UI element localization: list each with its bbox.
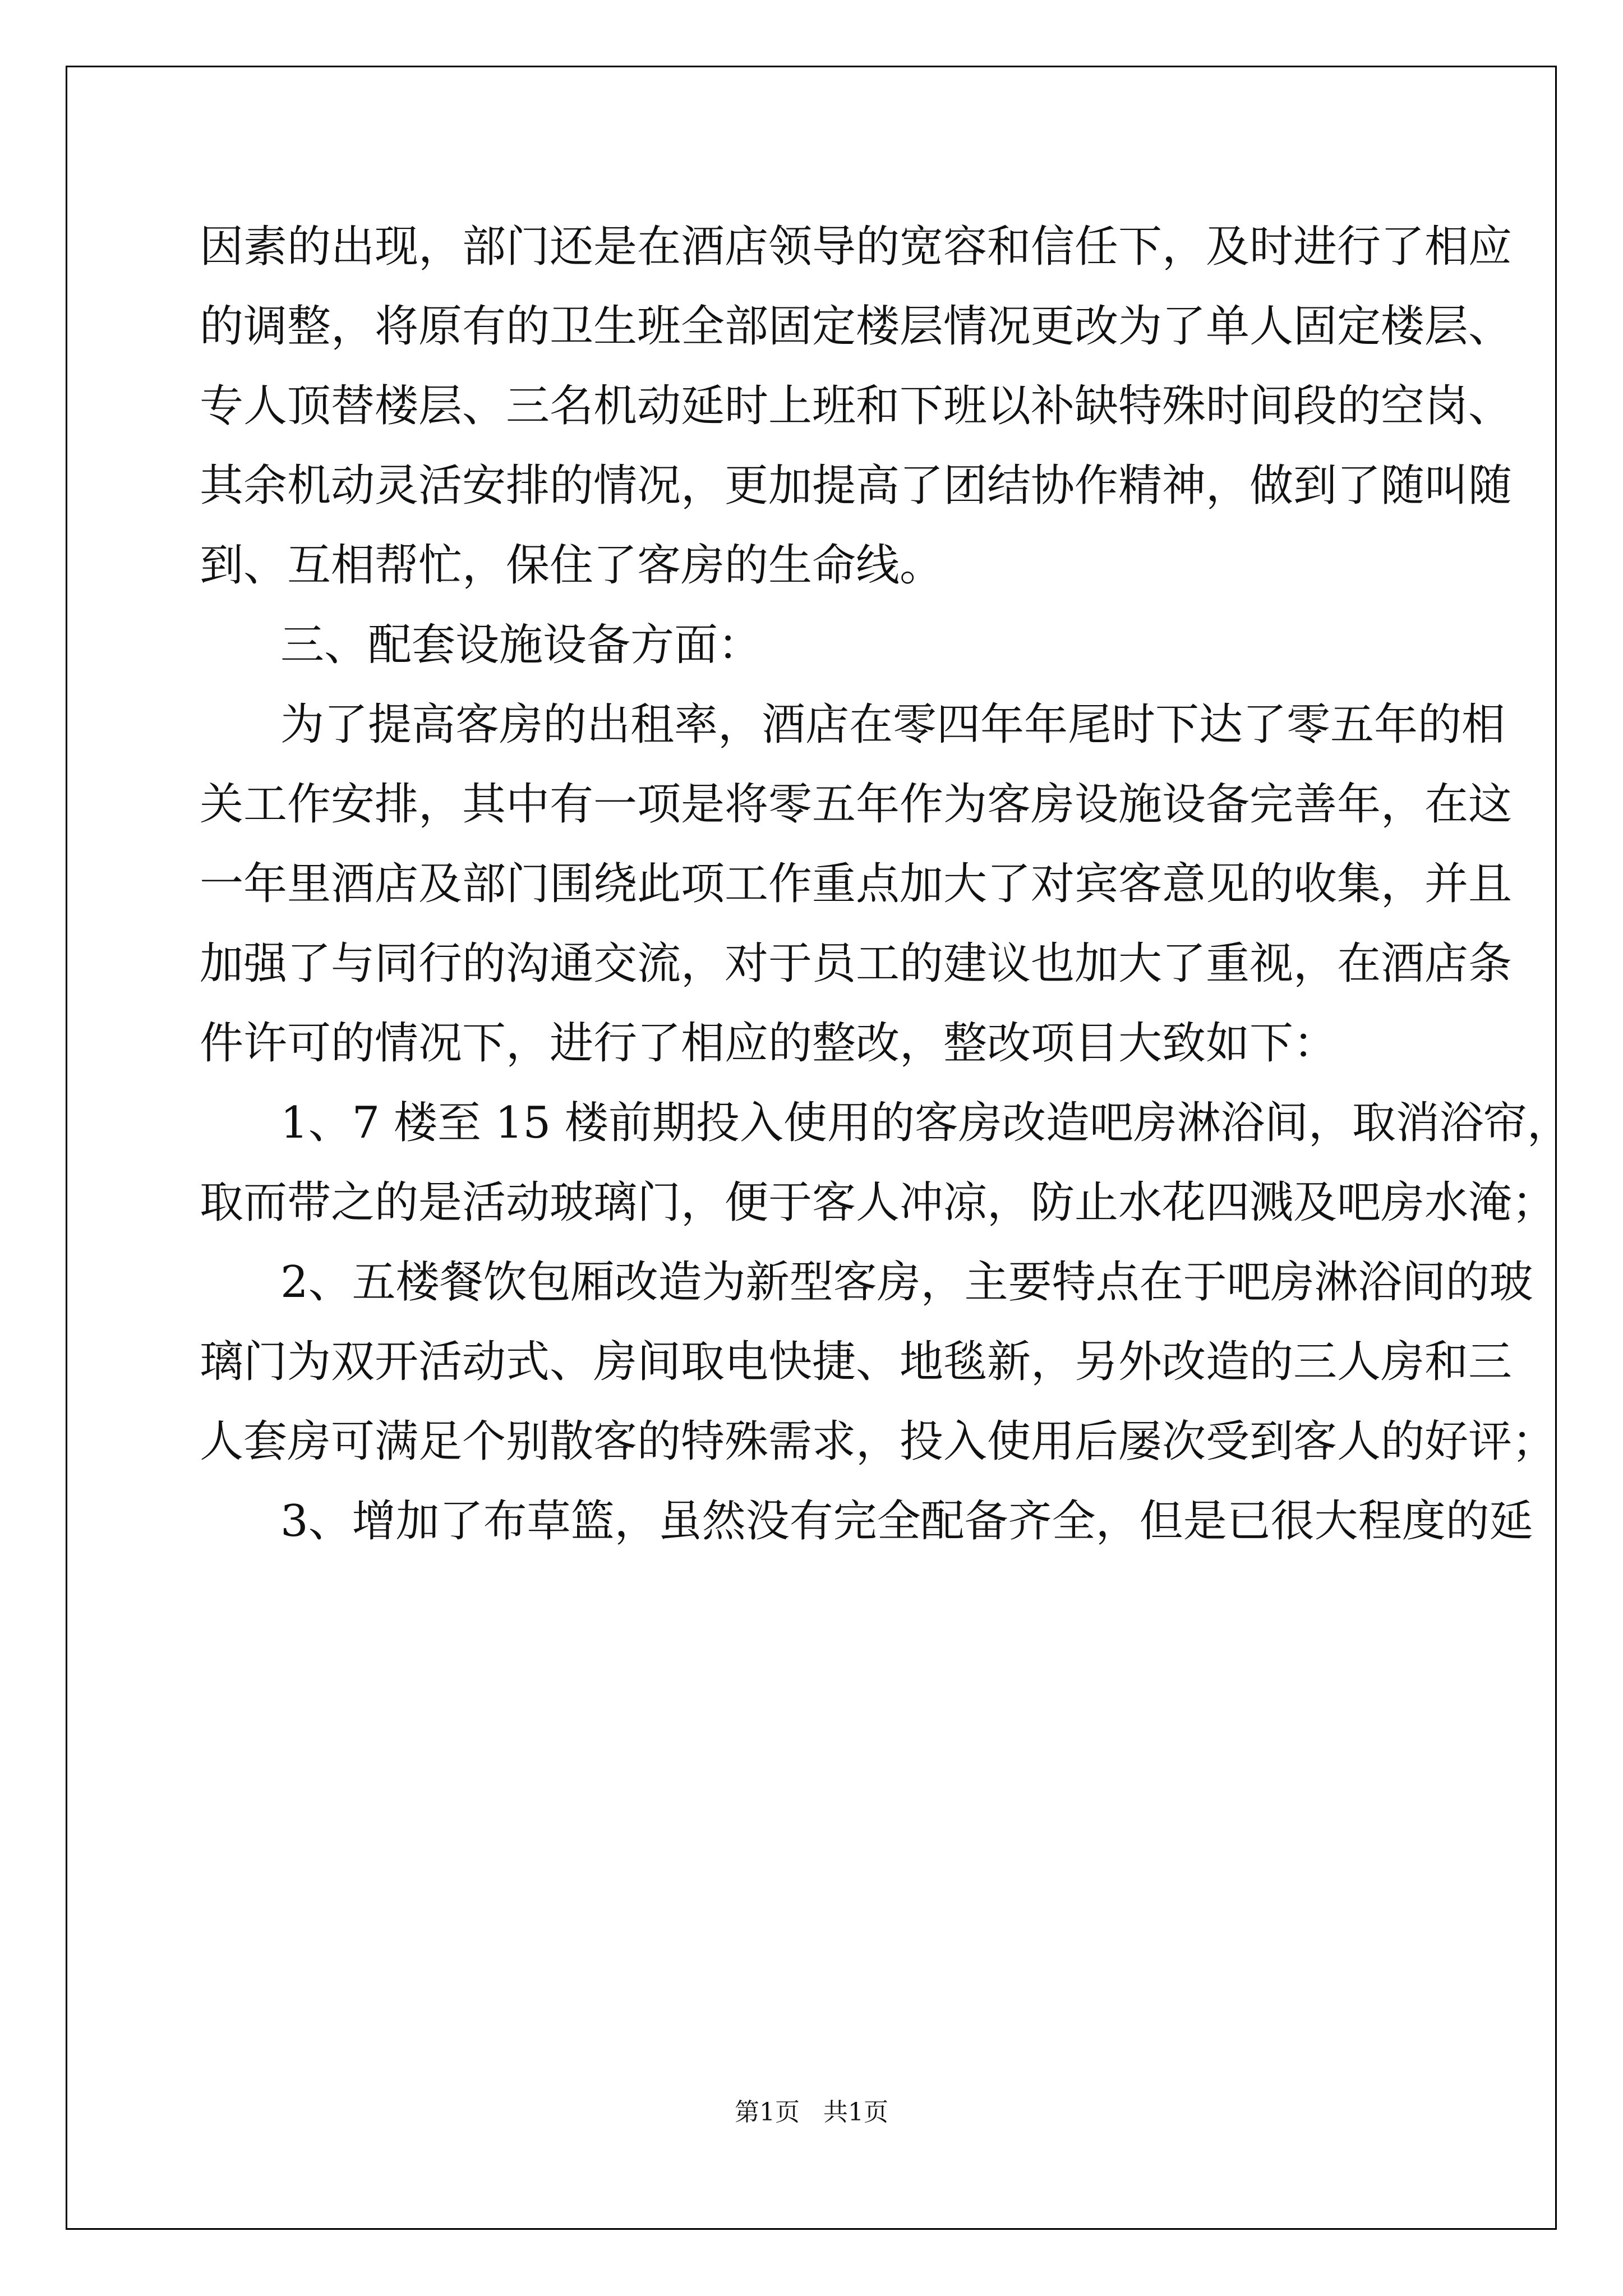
body-text-line: 专人顶替楼层、三名机动延时上班和下班以补缺特殊时间段的空岗、 (200, 381, 1513, 431)
body-text-line: 关工作安排，其中有一项是将零五年作为客房设施设备完善年，在这 (200, 779, 1513, 830)
section-heading: 三、配套设施设备方面： (280, 620, 762, 670)
page-footer: 第1页 共1页 (735, 2098, 888, 2127)
list-item-line: 2、五楼餐饮包厢改造为新型客房，主要特点在于吧房淋浴间的玻 (280, 1257, 1533, 1308)
body-text-line: 到、互相帮忙，保住了客房的生命线。 (200, 540, 944, 591)
list-item-line: 璃门为双开活动式、房间取电快捷、地毯新，另外改造的三人房和三 (200, 1337, 1513, 1387)
body-text-line: 因素的出现，部门还是在酒店领导的宽容和信任下，及时进行了相应 (200, 222, 1513, 272)
body-text-line: 加强了与同行的沟通交流，对于员工的建议也加大了重视，在酒店条 (200, 938, 1513, 989)
body-text-line: 的调整，将原有的卫生班全部固定楼层情况更改为了单人固定楼层、 (200, 301, 1513, 352)
list-item-line: 3、增加了布草篮，虽然没有完全配备齐全，但是已很大程度的延 (280, 1496, 1533, 1547)
list-item-line: 1、7 楼至 15 楼前期投入使用的客房改造吧房淋浴间，取消浴帘， (280, 1098, 1571, 1148)
body-text-line: 为了提高客房的出租率，酒店在零四年年尾时下达了零五年的相 (280, 700, 1506, 750)
list-item-line: 取而带之的是活动玻璃门，便于客人冲凉，防止水花四溅及吧房水淹； (200, 1177, 1556, 1228)
body-text-line: 其余机动灵活安排的情况，更加提高了团结协作精神，做到了随叫随 (200, 461, 1513, 511)
body-text-line: 一年里酒店及部门围绕此项工作重点加大了对宾客意见的收集，并且 (200, 859, 1513, 909)
body-text-line: 件许可的情况下，进行了相应的整改，整改项目大致如下： (200, 1018, 1338, 1069)
list-item-line: 人套房可满足个别散客的特殊需求，投入使用后屡次受到客人的好评； (200, 1416, 1556, 1467)
